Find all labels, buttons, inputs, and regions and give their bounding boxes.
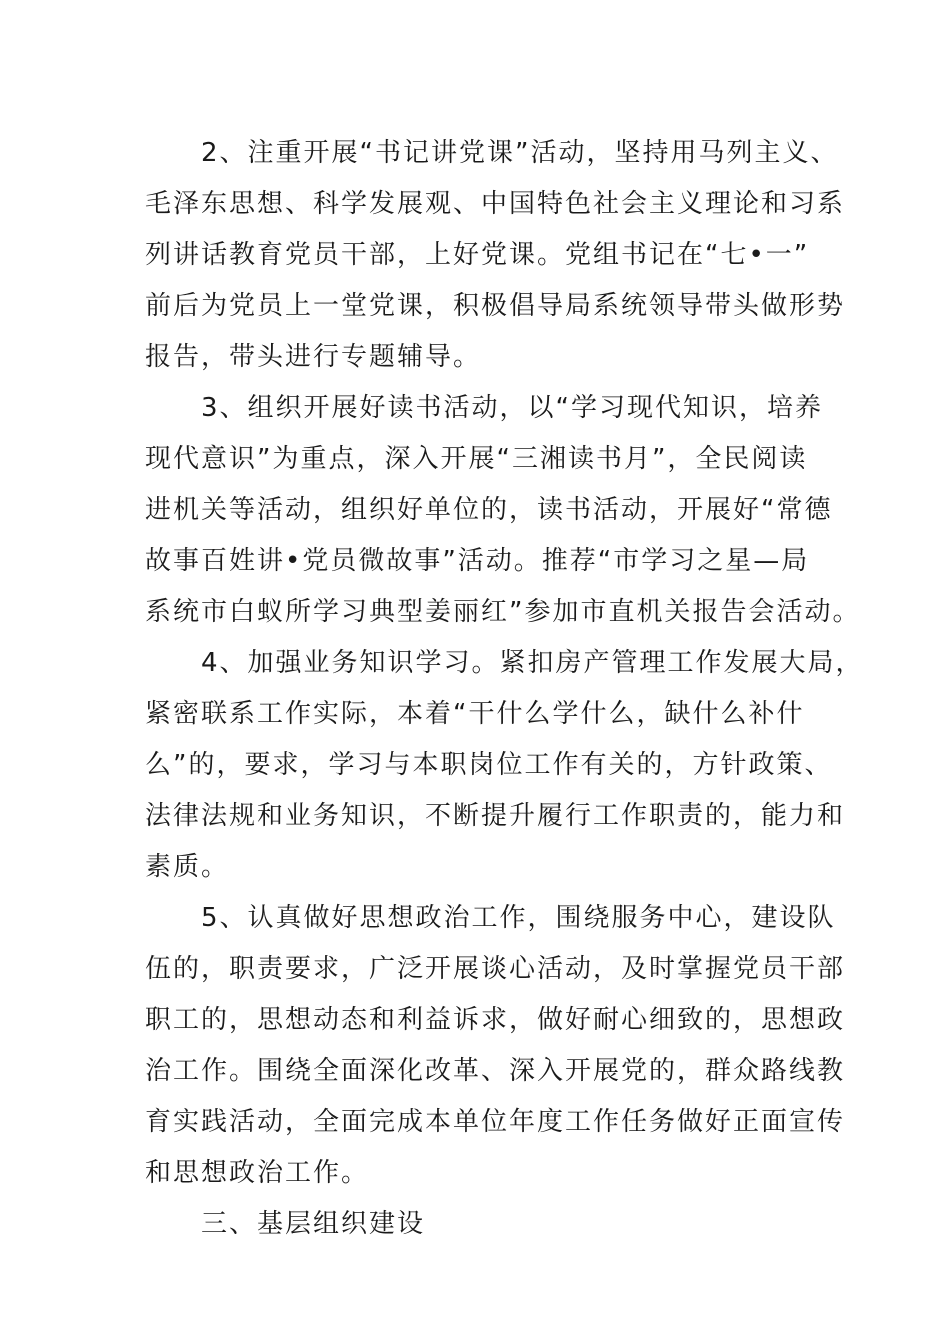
text-line: 现代意识”为重点，深入开展“三湘读书月”，全民阅读 [145,444,808,474]
text-line: 2、注重开展“书记讲党课”活动，坚持用马列主义、 [201,138,839,168]
text-line: 3、组织开展好读书活动，以“学习现代知识，培养 [201,393,824,423]
text-line: 和思想政治工作。 [145,1158,370,1188]
text-line: 职工的，思想动态和利益诉求，做好耐心细致的，思想政 [145,1005,846,1035]
text-line: 列讲话教育党员干部，上好党课。党组书记在“七•一” [145,240,810,270]
text-line: 么”的，要求，学习与本职岗位工作有关的，方针政策、 [145,750,833,780]
text-line: 5、认真做好思想政治工作，围绕服务中心，建设队 [201,903,836,933]
section-heading [145,1199,815,1250]
text-line: 系统市白蚁所学习典型姜丽红”参加市直机关报告会活动。 [145,597,861,627]
paragraph-5 [145,893,846,1199]
text-line: 法律法规和业务知识，不断提升履行工作职责的，能力和 [145,801,846,831]
text-line: 毛泽东思想、科学发展观、中国特色社会主义理论和习系 [145,189,846,219]
heading-text: 三、基层组织建设 [201,1209,426,1239]
text-line: 紧密联系工作实际，本着“干什么学什么，缺什么补什 [145,699,805,729]
paragraph-3 [145,383,861,638]
text-line: 治工作。围绕全面深化改革、深入开展党的，群众路线教 [145,1056,846,1086]
text-line: 伍的，职责要求，广泛开展谈心活动，及时掌握党员干部 [145,954,846,984]
text-line: 育实践活动，全面完成本单位年度工作任务做好正面宣传 [145,1107,846,1137]
text-line: 素质。 [145,852,230,882]
paragraph-4 [145,638,864,893]
paragraph-2 [145,128,846,383]
text-line: 前后为党员上一堂党课，积极倡导局系统领导带头做形势 [145,291,846,321]
document-body [145,128,864,1250]
text-line: 进机关等活动，组织好单位的，读书活动，开展好“常德 [145,495,833,525]
text-line: 4、加强业务知识学习。紧扣房产管理工作发展大局， [201,648,864,678]
text-line: 故事百姓讲•党员微故事”活动。推荐“市学习之星—局 [145,546,810,576]
text-line: 报告，带头进行专题辅导。 [145,342,482,372]
